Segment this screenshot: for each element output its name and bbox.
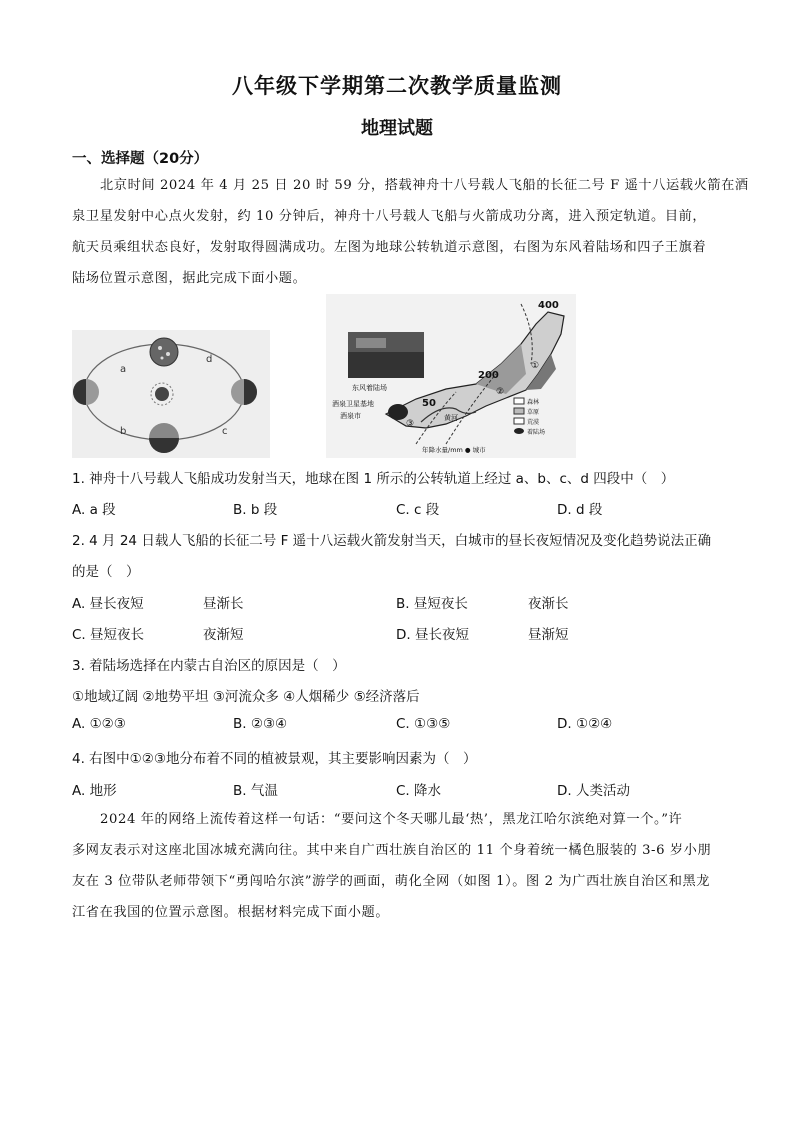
passage2-line: 2024 年的网络上流传着这样一句话：“要问这个冬天哪儿最‘热’，黑龙江哈尔滨绝对算一个。”许 [100, 812, 683, 827]
legend-item-forest: 森林 [527, 399, 540, 406]
map-label-jiuquan-city: 酒泉市 [340, 412, 361, 420]
question-2-option-b[interactable]: B. 昼短夜长 [396, 596, 468, 612]
legend-item-grassland: 草原 [527, 409, 540, 416]
passage2-line: 友在 3 位带队老师带领下“勇闯哈尔滨”游学的画面，萌化全网（如图 1）。图 2 为广西壮族自治区和黑龙 [72, 874, 711, 889]
orbit-label-b: b [120, 426, 127, 437]
question-4-stem: 4. 右图中①②③地分布着不同的植被景观，其主要影响因素为（ ） [72, 751, 477, 767]
question-2-stem: 2. 4 月 24 日载人飞船的长征二号 F 遥十八运载火箭发射当天，白城市的昼长夜短情况及变化趋势说法正确 [72, 533, 712, 549]
question-3-choices: ①地域辽阔 ②地势平坦 ③河流众多 ④人烟稀少 ⑤经济落后 [72, 689, 420, 705]
question-3-option-c[interactable]: C. ①③⑤ [396, 716, 451, 732]
question-2-option-a-trend: 昼渐长 [203, 596, 244, 612]
map-circle-3: ③ [406, 419, 415, 429]
landing-site-map [326, 294, 576, 458]
question-3-option-d[interactable]: D. ①②④ [557, 716, 613, 732]
question-2-option-a[interactable]: A. 昼长夜短 [72, 596, 144, 612]
map-circle-2: ② [496, 387, 505, 397]
section-heading: 一、选择题（20分） [72, 151, 209, 167]
question-3-option-a[interactable]: A. ①②③ [72, 716, 126, 732]
question-1-option-c[interactable]: C. c 段 [396, 502, 440, 518]
question-2-option-c-trend: 夜渐短 [203, 627, 244, 643]
orbit-diagram [72, 330, 270, 458]
question-1-option-a[interactable]: A. a 段 [72, 502, 116, 518]
question-1-stem: 1. 神舟十八号载人飞船成功发射当天，地球在图 1 所示的公转轨道上经过 a、b、c、d 四段中（ ） [72, 471, 675, 487]
question-2-option-b-trend: 夜渐长 [528, 596, 569, 612]
passage2-line: 江省在我国的位置示意图。根据材料完成下面小题。 [72, 905, 390, 920]
map-label-dongfeng: 东风着陆场 [352, 384, 387, 392]
legend-item-desert: 荒漠 [527, 419, 540, 426]
passage-line: 航天员乘组状态良好，发射取得圆满成功。左图为地球公转轨道示意图，右图为东风着陆场和四子王旗着 [72, 240, 707, 255]
question-1-option-d[interactable]: D. d 段 [557, 502, 603, 518]
question-4-option-c[interactable]: C. 降水 [396, 783, 442, 799]
passage-line: 泉卫星发射中心点火发射，约 10 分钟后，神舟十八号载人飞船与火箭成功分离，进入预定轨道。目前， [72, 209, 707, 224]
earth-icon [73, 379, 99, 405]
question-2-option-d-trend: 昼渐短 [528, 627, 569, 643]
question-2-option-d[interactable]: D. 昼长夜短 [396, 627, 469, 643]
map-legend-note: 年降水量/mm ● 城市 [422, 446, 486, 454]
passage-line: 陆场位置示意图，据此完成下面小题。 [72, 271, 307, 286]
question-3-option-b[interactable]: B. ②③④ [233, 716, 288, 732]
earth-icon [149, 423, 179, 453]
question-4-option-b[interactable]: B. 气温 [233, 783, 278, 799]
question-1-option-b[interactable]: B. b 段 [233, 502, 278, 518]
orbit-label-c: c [222, 426, 228, 437]
question-4-option-d[interactable]: D. 人类活动 [557, 783, 630, 799]
question-2-option-c[interactable]: C. 昼短夜长 [72, 627, 145, 643]
map-label-jiuquan-base: 酒泉卫星基地 [332, 400, 374, 408]
question-3-stem: 3. 着陆场选择在内蒙古自治区的原因是（ ） [72, 658, 346, 674]
orbit-label-a: a [120, 364, 127, 375]
legend-item-landing: 着陆场 [527, 429, 546, 436]
exam-title: 八年级下学期第二次教学质量监测 [232, 74, 562, 98]
exam-subject: 地理试题 [361, 118, 433, 139]
earth-icon [231, 379, 257, 405]
map-isoline-200: 200 [478, 370, 499, 381]
map-circle-1: ① [531, 361, 540, 371]
passage2-line: 多网友表示对这座北国冰城充满向往。其中来自广西壮族自治区的 11 个身着统一橘色服装的 3-6 岁小朋 [72, 843, 712, 858]
orbit-label-d: d [206, 354, 213, 365]
earth-icon [150, 338, 178, 366]
question-2-stem: 的是（ ） [72, 564, 140, 580]
sun-icon [155, 387, 169, 401]
question-4-option-a[interactable]: A. 地形 [72, 783, 117, 799]
map-label-huanghe: 黄河 [444, 414, 458, 422]
passage-line: 北京时间 2024 年 4 月 25 日 20 时 59 分，搭载神舟十八号载人飞船的长征二号 F 遥十八运载火箭在酒 [100, 178, 749, 193]
landing-site-marker [388, 404, 408, 420]
map-isoline-50: 50 [422, 398, 436, 409]
map-isoline-400: 400 [538, 300, 559, 311]
